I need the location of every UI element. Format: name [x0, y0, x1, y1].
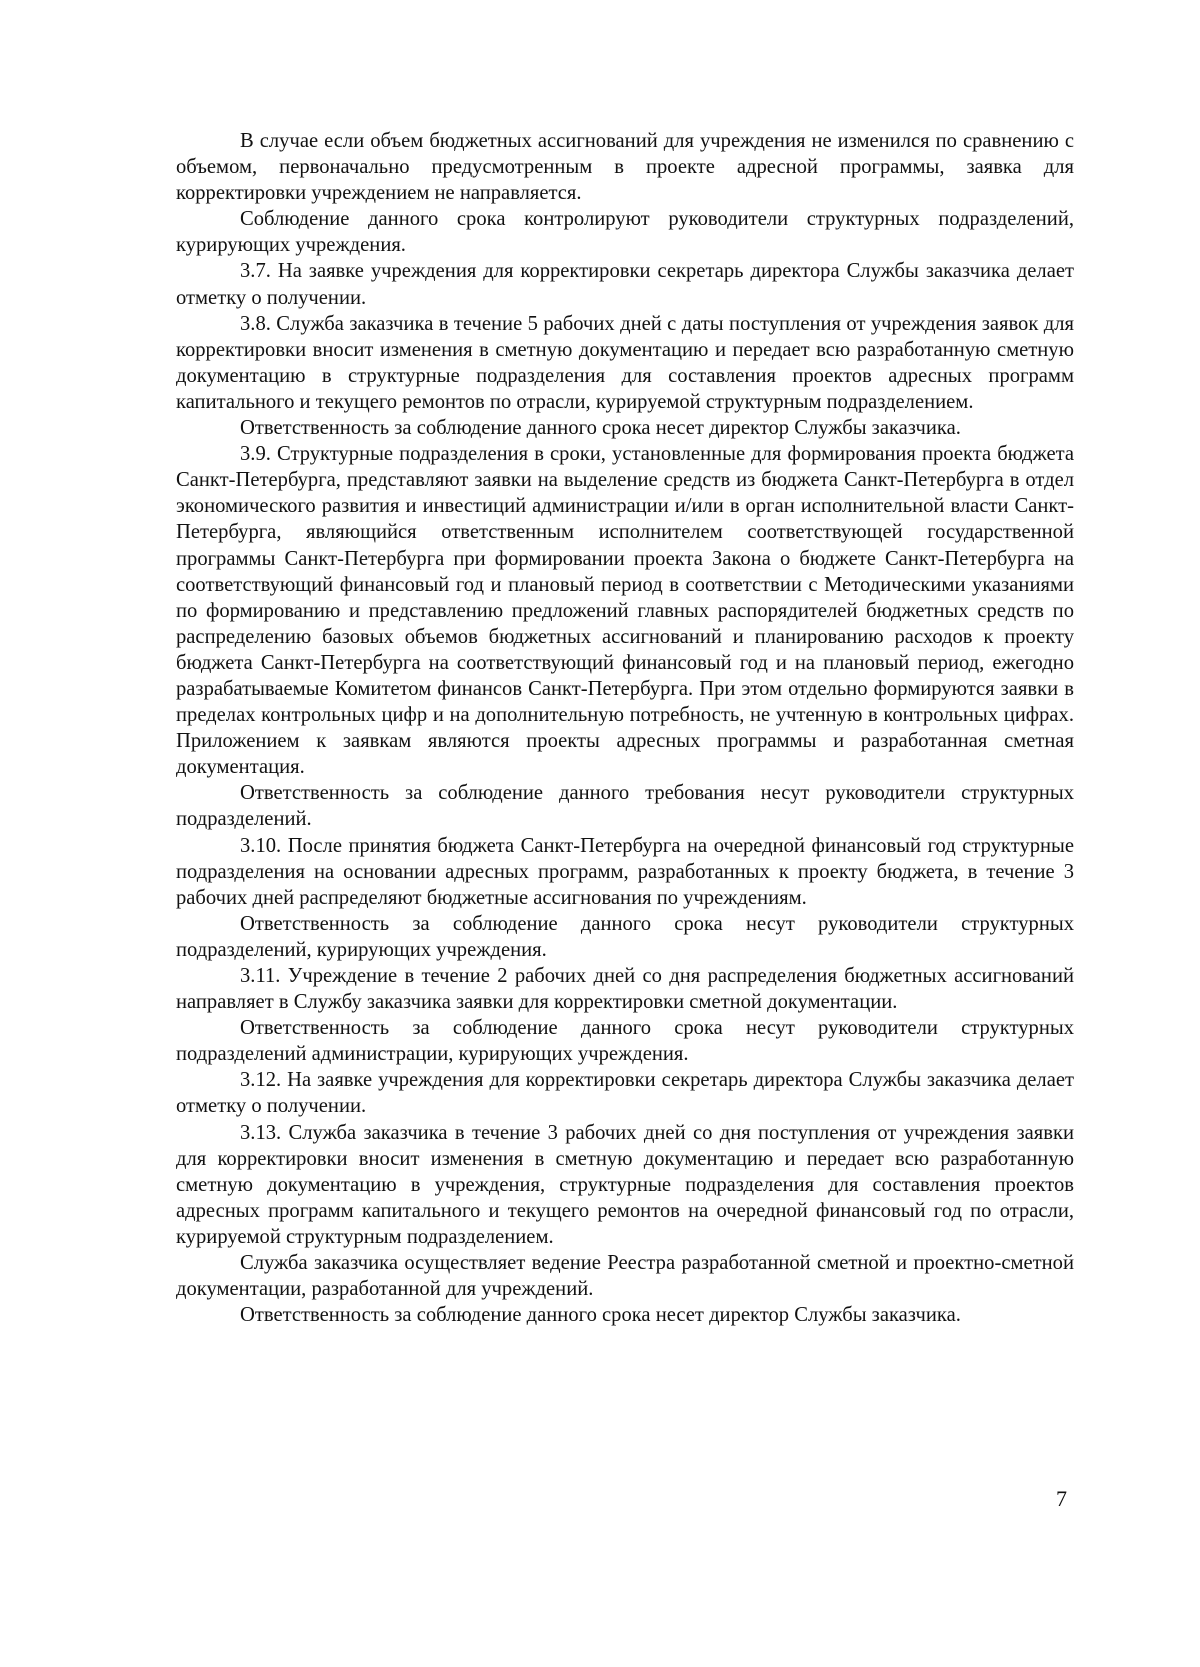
document-body [176, 128, 1074, 1328]
page-number: 7 [1056, 1486, 1067, 1511]
paragraph: 3.7. На заявке учреждения для корректировки секретарь директора Службы заказчика делает отметку о получении. [176, 260, 1074, 309]
paragraph: Ответственность за соблюдение данного срока несет директор Службы заказчика. [240, 1304, 961, 1327]
paragraph: В случае если объем бюджетных ассигнований для учреждения не изменился по сравнению с объемом, первоначально предусмотренным в проекте адресной программы, заявка для корректировки учреждением не направляется. [176, 130, 1074, 205]
paragraph: Служба заказчика осуществляет ведение Реестра разработанной сметной и проектно-сметной документации, разработанной для учреждений. [176, 1252, 1074, 1301]
paragraph: 3.9. Структурные подразделения в сроки, установленные для формирования проекта бюджета Санкт-Петербурга, представляют заявки на выделение средств из бюджета Санкт-Петербурга в отдел экономического развития и инвестиций администрации и/или в орган исполнительной власти Санкт-Петербурга, являющийся ответственным исполнителем соответствующей государственной программы Санкт-Петербурга при формировании проекта Закона о бюджете Санкт-Петербурга на соответствующий финансовый год и плановый период в соответствии с Методическими указаниями по формированию и представлению предложений главных распорядителей бюджетных средств по распределению базовых объемов бюджетных ассигнований и планированию расходов к проекту бюджета Санкт-Петербурга на соответствующий финансовый год и на плановый период, ежегодно разрабатываемые Комитетом финансов Санкт-Петербурга. При этом отдельно формируются заявки в пределах контрольных цифр и на дополнительную потребность, не учтенную в контрольных цифрах. Приложением к заявкам являются проекты адресных программы и разработанная сметная документация. [176, 443, 1074, 779]
paragraph: Соблюдение данного срока контролируют руководители структурных подразделений, курирующих учреждения. [176, 208, 1074, 257]
paragraph: Ответственность за соблюдение данного срока несут руководители структурных подразделений администрации, курирующих учреждения. [176, 1017, 1074, 1066]
paragraph: 3.10. После принятия бюджета Санкт-Петербурга на очередной финансовый год структурные подразделения на основании адресных программ, разработанных к проекту бюджета, в течение 3 рабочих дней распределяют бюджетные ассигнования по учреждениям. [176, 834, 1074, 909]
paragraph: Ответственность за соблюдение данного срока несут руководители структурных подразделений, курирующих учреждения. [176, 912, 1074, 961]
paragraph: Ответственность за соблюдение данного срока несет директор Службы заказчика. [240, 417, 961, 440]
paragraph: 3.13. Служба заказчика в течение 3 рабочих дней со дня поступления от учреждения заявки для корректировки вносит изменения в сметную документацию и передает всю разработанную сметную документацию в учреждения, структурные подразделения для составления проектов адресных программ капитального и текущего ремонтов на очередной финансовый год по отрасли, курируемой структурным подразделением. [176, 1121, 1074, 1248]
paragraph: 3.12. На заявке учреждения для корректировки секретарь директора Службы заказчика делает отметку о получении. [176, 1069, 1074, 1118]
paragraph: 3.8. Служба заказчика в течение 5 рабочих дней с даты поступления от учреждения заявок для корректировки вносит изменения в сметную документацию и передает всю разработанную сметную документацию в структурные подразделения для составления проектов адресных программ капитального и текущего ремонтов по отрасли, курируемой структурным подразделением. [176, 312, 1074, 413]
paragraph: 3.11. Учреждение в течение 2 рабочих дней со дня распределения бюджетных ассигнований направляет в Службу заказчика заявки для корректировки сметной документации. [176, 965, 1074, 1014]
paragraph: Ответственность за соблюдение данного требования несут руководители структурных подразделений. [176, 782, 1074, 831]
